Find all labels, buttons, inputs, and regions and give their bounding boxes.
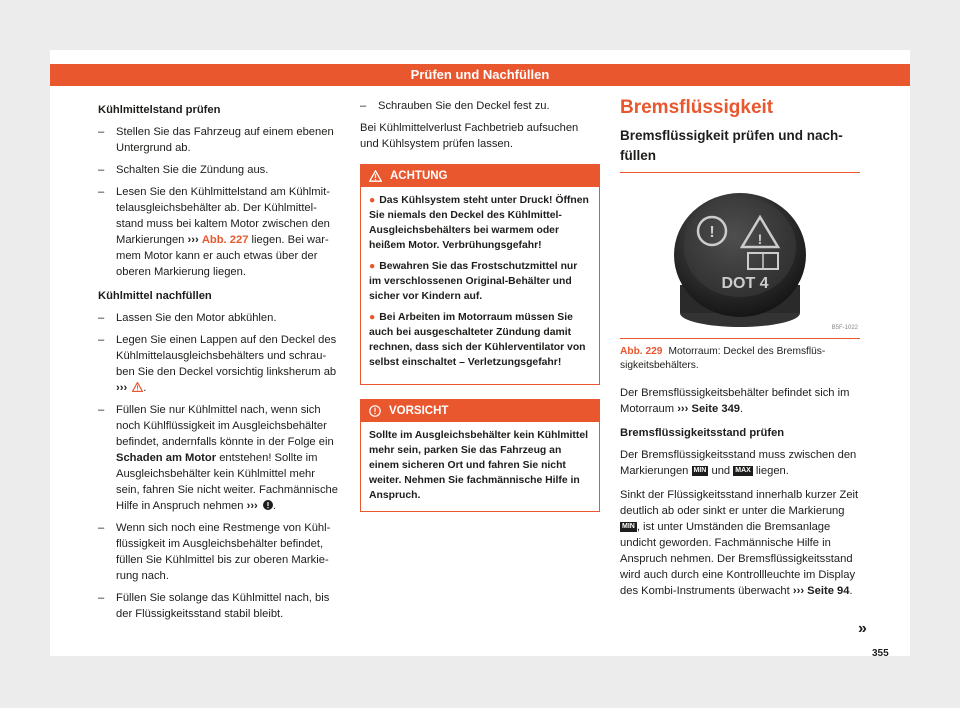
caution-header (361, 400, 599, 422)
list-item: – Wenn sich noch eine Restmenge von Kühlflüssigkeit im Ausgleichsbehälter befindet, füllen Sie Kühlmittel bis zur oberen Markierung nach. (98, 520, 338, 584)
min-mark: MIN (622, 523, 635, 531)
svg-text:!: ! (709, 224, 715, 241)
ref-arrow: ››› (187, 234, 199, 246)
warning-item: ● Das Kühlsystem steht unter Druck! Öffnen Sie niemals den Deckel des Kühlmittel-Ausgleichsbehälters bei warmem oder heißem Motor. Verbrühungsgefahr! (369, 195, 589, 251)
heading-check-brake-fluid: Bremsflüssigkeitsstand prüfen (620, 427, 785, 439)
paragraph: Bei Kühlmittelverlust Fachbetrieb aufsuchen und Kühlsystem prüfen lassen. (360, 122, 579, 150)
page-header: Prüfen und Nachfüllen (50, 64, 910, 86)
page-link[interactable]: Seite 349 (691, 403, 741, 415)
paragraph: Der Bremsflüssigkeitsstand muss zwischen den Markierungen MIN und MAX liegen. (620, 449, 857, 477)
min-mark: MIN (693, 467, 707, 475)
list-item: – Füllen Sie nur Kühlmittel nach, wenn sich noch Kühlflüssigkeit im Ausgleichsbehälter befindet, andernfalls könnte in der Folge ein Schaden am Motor entstehen! Sollte im Ausgleichsbehälter kein Kühlmittel mehr sein, fahren Sie nicht weiter. Fachmännische Hilfe in Anspruch nehmen ››› . (98, 402, 338, 514)
warning-triangle-icon[interactable] (132, 382, 143, 392)
caution-body: Sollte im Ausgleichsbehälter kein Kühlmittel mehr sein, parken Sie das Fahrzeug an einem sicheren Ort und fahren Sie nicht weiter. Nehmen Sie fachmännische Hilfe in Anspruch. (369, 430, 589, 501)
warning-box (360, 164, 600, 385)
paragraph: Sinkt der Flüssigkeitsstand innerhalb kurzer Zeit deutlich ab oder sinkt er unter die Markierung MIN , ist unter Umständen die Bremsanlage undicht geworden. Fachmännische Hilfe in Anspruch nehmen. Der Bremsflüssigkeitsstand wird auch durch eine Kontrollleuchte im Display des Kombi-Instruments überwacht ››› Seite 94. (620, 489, 859, 597)
info-circle-icon (369, 405, 381, 417)
heading-refill-coolant: Kühlmittel nachfüllen (98, 290, 212, 302)
paragraph: Der Bremsflüssigkeitsbehälter befindet sich im Motorraum ››› Seite 349. (620, 387, 850, 415)
page-link[interactable]: Seite 94 (807, 585, 850, 597)
caution-title: VORSICHT (389, 405, 449, 417)
section-title: Bremsflüssigkeit (620, 97, 774, 118)
list-item: – Schalten Sie die Zündung aus. (98, 162, 338, 178)
warning-title: ACHTUNG (390, 170, 448, 182)
warning-triangle-icon (369, 170, 382, 182)
caution-box (360, 399, 600, 512)
figure-caption: Abb. 229 Motorraum: Deckel des Bremsflüssigkeitsbehälters. (620, 346, 826, 371)
list-item: – Füllen Sie solange das Kühlmittel nach, bis der Flüssigkeitsstand stabil bleibt. (98, 590, 338, 622)
figure-brake-fluid-cap (620, 185, 860, 339)
list-item: – Schrauben Sie den Deckel fest zu. (360, 98, 600, 114)
column-1 (98, 98, 338, 628)
column-3 (620, 98, 860, 607)
subsection-title: Bremsflüssigkeit prüfen und nachfüllen (620, 126, 860, 173)
brake-fluid-cap-image (620, 185, 860, 335)
warning-item: ● Bei Arbeiten im Motorraum müssen Sie auch bei ausgeschalteter Zündung damit rechnen, dass sich der Kühlerventilator von selbst einschaltet – Verletzungsgefahr! (369, 312, 586, 368)
list-item: – Stellen Sie das Fahrzeug auf einem ebenen Untergrund ab. (98, 124, 338, 156)
list-item: – Lesen Sie den Kühlmittelstand am Kühlmittelausgleichsbehälter ab. Der Kühlmittelstand muss bei kaltem Motor zwischen den Markierungen ››› Abb. 227 liegen. Bei warmem Motor kann er auch etwas über der oberen Markierung liegen. (98, 184, 338, 280)
max-mark: MAX (735, 467, 751, 475)
list-item: – Legen Sie einen Lappen auf den Deckel des Kühlmittelausgleichsbehälters und schrauben Sie den Deckel vorsichtig linksherum ab ››› . (98, 332, 338, 396)
figure-link[interactable]: Abb. 227 (201, 234, 249, 246)
continue-arrow: » (858, 620, 867, 637)
list-item: – Lassen Sie den Motor abkühlen. (98, 310, 338, 326)
warning-item: ● Bewahren Sie das Frostschutzmittel nur im verschlossenen Original-Behälter und sicher vor Kindern auf. (369, 261, 578, 302)
page-number: 355 (872, 648, 889, 659)
warning-body (361, 187, 599, 384)
svg-text:!: ! (757, 231, 763, 247)
dot4-label: DOT 4 (721, 275, 769, 292)
column-2 (360, 98, 600, 512)
figure-code: B5F-1022 (831, 325, 858, 331)
heading-check-coolant: Kühlmittelstand prüfen (98, 104, 221, 116)
info-circle-icon[interactable] (263, 500, 273, 510)
warning-header (361, 165, 599, 187)
